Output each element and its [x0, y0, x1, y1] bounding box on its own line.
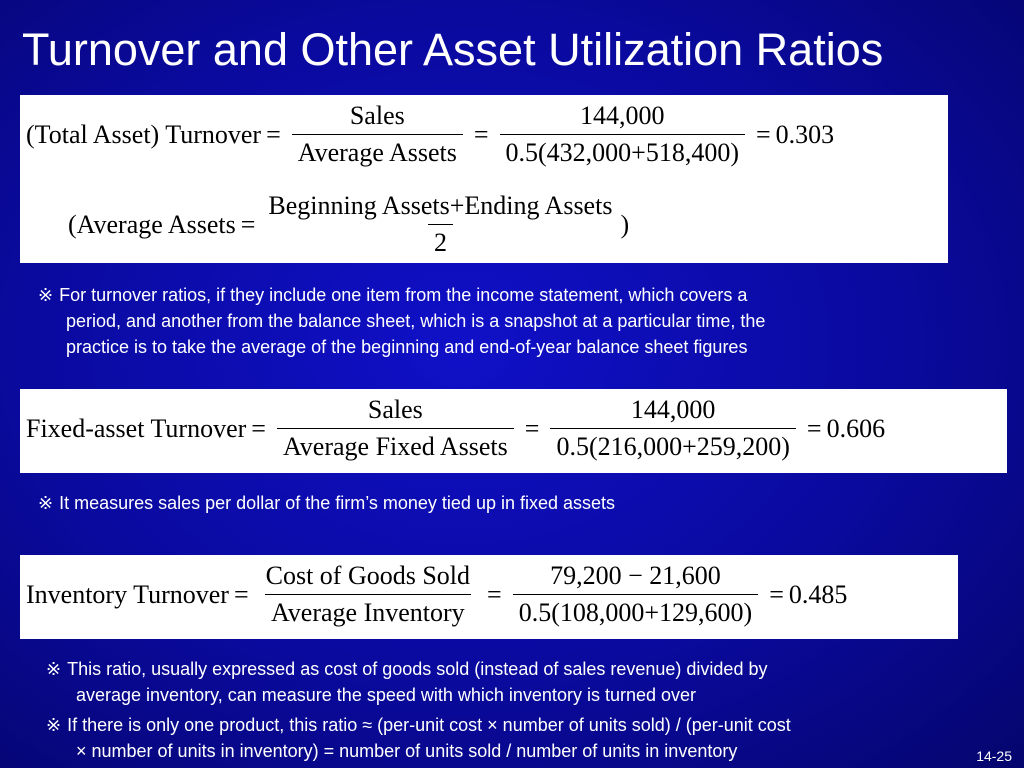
reference-mark: ※	[38, 285, 54, 305]
equals-sign: =	[769, 579, 784, 609]
formula-result: 0.485	[788, 579, 848, 609]
fraction-sales-over-average-fixed-assets	[277, 395, 514, 462]
note-inventory-speed	[46, 656, 996, 708]
equals-sign: =	[233, 579, 249, 609]
denominator: 2	[428, 224, 453, 258]
reference-mark: ※	[46, 715, 62, 735]
numerator: Sales	[349, 101, 405, 130]
fraction-values	[513, 561, 758, 628]
note-line: period, and another from the balance sheet, which is a snapshot at a particular time, the	[66, 311, 766, 331]
note-line: practice is to take the average of the beginning and end-of-year balance sheet figures	[66, 337, 748, 357]
reference-mark: ※	[46, 659, 62, 679]
note-fixed-assets	[38, 490, 978, 516]
note-turnover-averages	[38, 282, 978, 360]
note-line: If there is only one product, this ratio ≈ (per-unit cost × number of units sold) / (per-unit cost	[67, 715, 791, 735]
page-number: 14-25	[976, 748, 1012, 764]
formula-lhs: (Total Asset) Turnover	[26, 119, 262, 149]
slide-title: Turnover and Other Asset Utilization Ratios	[22, 24, 884, 75]
equals-sign: =	[487, 579, 502, 609]
equals-sign: =	[756, 119, 771, 149]
fraction-average-assets	[262, 191, 618, 258]
numerator: Beginning Assets+Ending Assets	[268, 191, 613, 220]
formula-result: 0.606	[826, 413, 886, 443]
inventory-turnover-formula	[20, 555, 958, 639]
formula-lhs: Fixed-asset Turnover	[26, 413, 247, 443]
note-line: × number of units in inventory) = number of units sold / number of units in inventory	[76, 741, 738, 761]
fixed-asset-turnover-row	[20, 395, 1007, 462]
formula-lhs: (Average Assets	[68, 209, 236, 239]
note-line: This ratio, usually expressed as cost of goods sold (instead of sales revenue) divided by	[67, 659, 768, 679]
denominator: Average Assets	[292, 134, 463, 168]
total-asset-turnover-formula	[20, 95, 948, 263]
closing-paren: )	[620, 209, 630, 239]
inventory-turnover-row	[20, 561, 958, 628]
numerator: 79,200 − 21,600	[550, 561, 721, 590]
note-line: average inventory, can measure the speed with which inventory is turned over	[76, 685, 696, 705]
numerator: 144,000	[630, 395, 716, 424]
numerator: 144,000	[580, 101, 665, 130]
formula-result: 0.303	[775, 119, 835, 149]
note-line: For turnover ratios, if they include one item from the income statement, which covers a	[59, 285, 748, 305]
denominator: 0.5(108,000+129,600)	[513, 594, 758, 628]
equals-sign: =	[251, 413, 266, 443]
denominator: Average Fixed Assets	[277, 428, 514, 462]
fraction-cogs-over-average-inventory	[260, 561, 476, 628]
equals-sign: =	[266, 119, 281, 149]
reference-mark: ※	[38, 493, 54, 513]
fraction-values	[500, 101, 745, 168]
denominator: Average Inventory	[265, 594, 471, 628]
total-asset-turnover-row	[20, 101, 948, 168]
fixed-asset-turnover-formula	[20, 389, 1007, 473]
numerator: Sales	[367, 395, 423, 424]
denominator: 0.5(432,000+518,400)	[500, 134, 745, 168]
denominator: 0.5(216,000+259,200)	[550, 428, 795, 462]
note-line: It measures sales per dollar of the firm’s money tied up in fixed assets	[59, 493, 616, 513]
note-single-product	[46, 712, 1006, 764]
fraction-values	[550, 395, 795, 462]
numerator: Cost of Goods Sold	[265, 561, 471, 590]
equals-sign: =	[806, 413, 822, 443]
fraction-sales-over-average-assets	[292, 101, 463, 168]
average-assets-row	[20, 191, 948, 258]
formula-lhs: Inventory Turnover	[26, 579, 229, 609]
equals-sign: =	[240, 209, 256, 239]
equals-sign: =	[473, 119, 489, 149]
equals-sign: =	[524, 413, 540, 443]
